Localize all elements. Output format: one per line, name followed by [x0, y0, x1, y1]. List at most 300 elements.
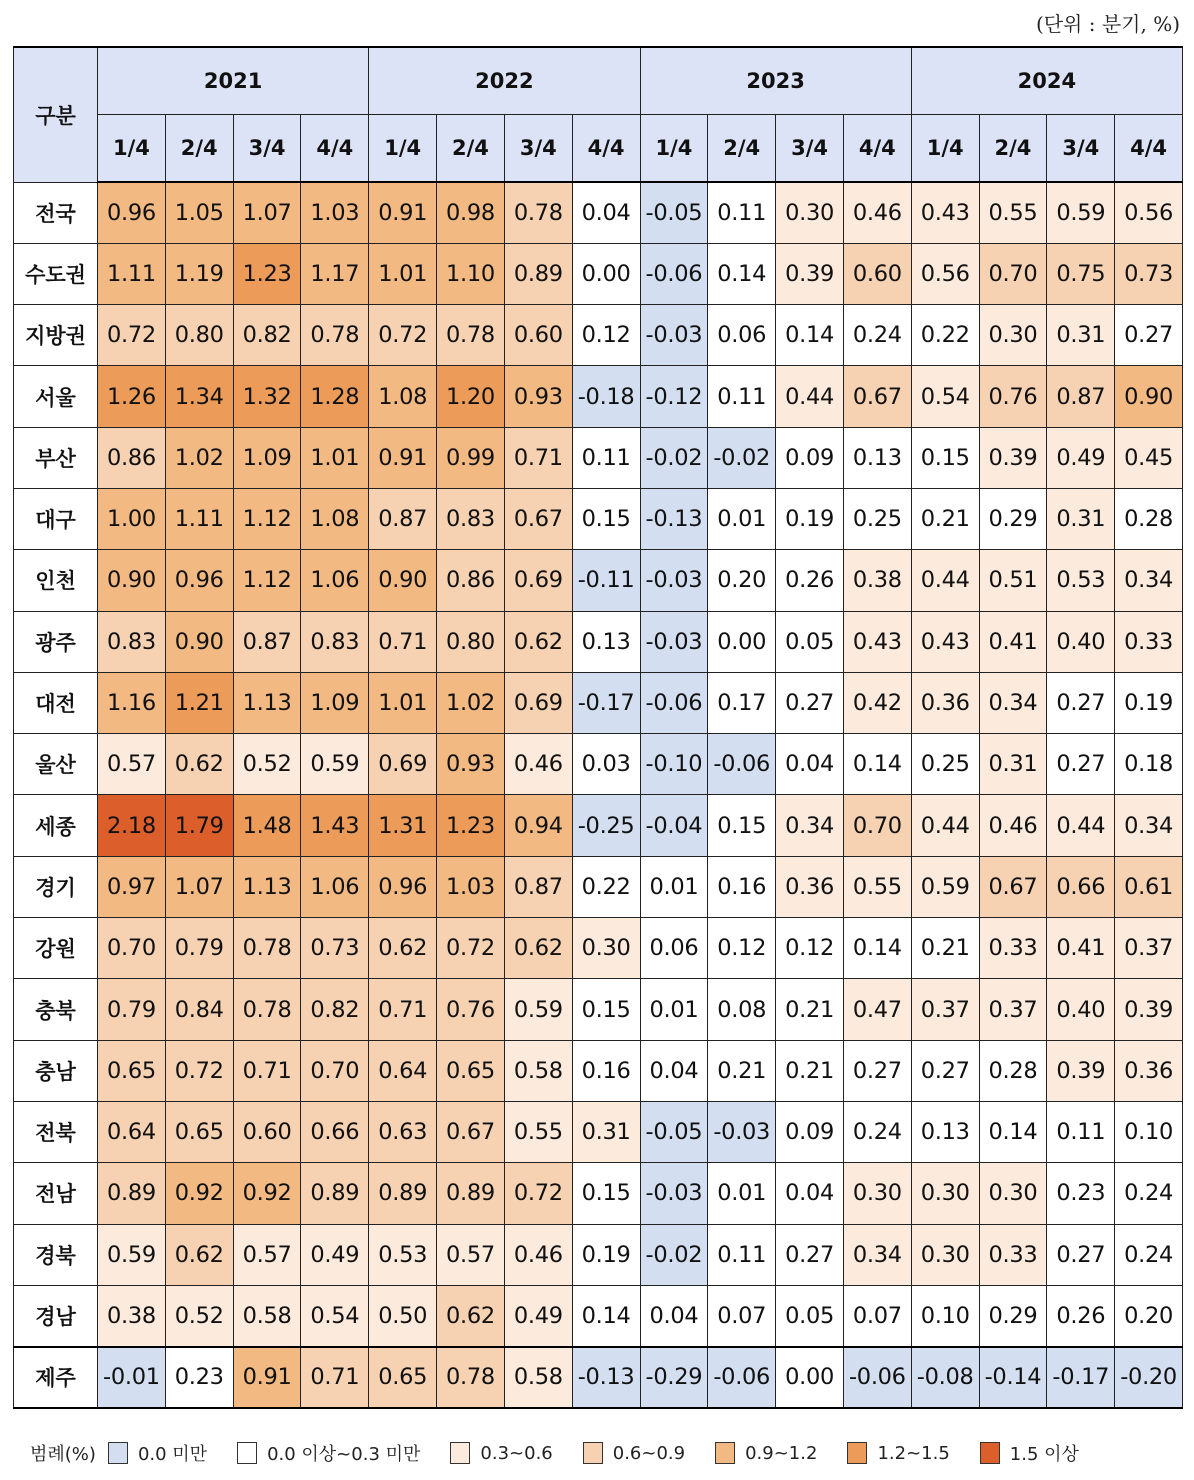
value-cell: 0.56 — [1115, 182, 1183, 243]
value-cell: 1.13 — [233, 856, 301, 917]
value-cell: 0.34 — [1115, 550, 1183, 611]
value-cell: 0.65 — [98, 1040, 166, 1101]
region-label: 부산 — [14, 427, 98, 488]
value-cell: 0.55 — [843, 856, 911, 917]
value-cell: -0.10 — [640, 734, 708, 795]
value-cell: 0.87 — [1047, 366, 1115, 427]
table-row — [14, 182, 1183, 243]
value-cell: 0.52 — [233, 734, 301, 795]
value-cell: 0.06 — [640, 918, 708, 979]
value-cell: 0.44 — [911, 550, 979, 611]
legend-label: 0.3~0.6 — [480, 1442, 553, 1464]
value-cell: 0.83 — [301, 611, 369, 672]
value-cell: 0.44 — [1047, 795, 1115, 856]
value-cell: -0.14 — [979, 1347, 1047, 1408]
value-cell: 0.43 — [843, 611, 911, 672]
value-cell: 0.61 — [1115, 856, 1183, 917]
table-row — [14, 305, 1183, 366]
value-cell: 0.73 — [301, 918, 369, 979]
value-cell: 0.80 — [437, 611, 505, 672]
table-row — [14, 1101, 1183, 1162]
value-cell: 0.14 — [979, 1101, 1047, 1162]
value-cell: 1.03 — [301, 182, 369, 243]
region-label: 전북 — [14, 1101, 98, 1162]
value-cell: 0.53 — [1047, 550, 1115, 611]
value-cell: 0.28 — [979, 1040, 1047, 1101]
value-cell: -0.03 — [640, 305, 708, 366]
region-label: 수도권 — [14, 243, 98, 304]
value-cell: 1.07 — [233, 182, 301, 243]
quarter-header: 4/4 — [301, 115, 369, 183]
unit-note: (단위 : 분기, %) — [1035, 12, 1180, 36]
value-cell: -0.13 — [640, 488, 708, 549]
value-cell: -0.01 — [98, 1347, 166, 1408]
region-label: 전남 — [14, 1163, 98, 1224]
value-cell: 0.64 — [369, 1040, 437, 1101]
value-cell: 0.62 — [504, 611, 572, 672]
value-cell: 0.72 — [165, 1040, 233, 1101]
region-label: 전국 — [14, 182, 98, 243]
table-row — [14, 611, 1183, 672]
value-cell: 0.04 — [640, 1040, 708, 1101]
value-cell: 1.26 — [98, 366, 166, 427]
value-cell: 0.89 — [301, 1163, 369, 1224]
quarter-header: 4/4 — [572, 115, 640, 183]
value-cell: 0.91 — [369, 427, 437, 488]
value-cell: 0.50 — [369, 1285, 437, 1346]
quarter-header: 1/4 — [369, 115, 437, 183]
region-label: 지방권 — [14, 305, 98, 366]
value-cell: 0.21 — [708, 1040, 776, 1101]
value-cell: -0.12 — [640, 366, 708, 427]
value-cell: 0.49 — [504, 1285, 572, 1346]
value-cell: 0.92 — [233, 1163, 301, 1224]
region-label: 인천 — [14, 550, 98, 611]
value-cell: 0.12 — [572, 305, 640, 366]
value-cell: -0.18 — [572, 366, 640, 427]
value-cell: 0.65 — [369, 1347, 437, 1408]
value-cell: 0.60 — [843, 243, 911, 304]
value-cell: 0.27 — [1115, 305, 1183, 366]
value-cell: 0.72 — [98, 305, 166, 366]
value-cell: 0.59 — [98, 1224, 166, 1285]
value-cell: 0.73 — [1115, 243, 1183, 304]
value-cell: 0.03 — [572, 734, 640, 795]
value-cell: 0.10 — [1115, 1101, 1183, 1162]
value-cell: 0.62 — [165, 734, 233, 795]
legend-swatch — [715, 1442, 735, 1464]
value-cell: 0.49 — [1047, 427, 1115, 488]
value-cell: 0.04 — [640, 1285, 708, 1346]
quarter-header-row — [14, 115, 1183, 183]
quarter-header: 1/4 — [98, 115, 166, 183]
table-body — [14, 182, 1183, 1408]
price-change-table — [13, 46, 1183, 1409]
value-cell: 0.63 — [369, 1101, 437, 1162]
value-cell: 0.71 — [504, 427, 572, 488]
value-cell: 0.44 — [911, 795, 979, 856]
value-cell: 0.26 — [776, 550, 844, 611]
value-cell: 0.58 — [504, 1347, 572, 1408]
value-cell: -0.17 — [1047, 1347, 1115, 1408]
value-cell: 1.00 — [98, 488, 166, 549]
value-cell: 1.03 — [437, 856, 505, 917]
value-cell: -0.25 — [572, 795, 640, 856]
value-cell: 0.22 — [572, 856, 640, 917]
value-cell: 0.29 — [979, 488, 1047, 549]
table-row — [14, 488, 1183, 549]
year-header: 2024 — [911, 47, 1182, 115]
value-cell: 0.76 — [437, 979, 505, 1040]
value-cell: 0.56 — [911, 243, 979, 304]
value-cell: 0.15 — [708, 795, 776, 856]
value-cell: 1.23 — [437, 795, 505, 856]
value-cell: -0.06 — [640, 243, 708, 304]
value-cell: 0.62 — [165, 1224, 233, 1285]
value-cell: 0.78 — [233, 918, 301, 979]
value-cell: 0.34 — [776, 795, 844, 856]
corner-header: 구분 — [14, 47, 98, 182]
value-cell: 0.89 — [98, 1163, 166, 1224]
value-cell: 0.13 — [843, 427, 911, 488]
value-cell: 0.15 — [572, 1163, 640, 1224]
value-cell: 0.24 — [843, 1101, 911, 1162]
value-cell: 0.78 — [233, 979, 301, 1040]
value-cell: -0.06 — [843, 1347, 911, 1408]
value-cell: 0.14 — [843, 734, 911, 795]
quarter-header: 1/4 — [911, 115, 979, 183]
quarter-header: 2/4 — [165, 115, 233, 183]
table-row — [14, 672, 1183, 733]
value-cell: 0.82 — [233, 305, 301, 366]
value-cell: 1.12 — [233, 488, 301, 549]
value-cell: 0.30 — [776, 182, 844, 243]
value-cell: 0.17 — [708, 672, 776, 733]
value-cell: 0.36 — [776, 856, 844, 917]
value-cell: 0.38 — [98, 1285, 166, 1346]
value-cell: 0.70 — [98, 918, 166, 979]
value-cell: 0.36 — [1115, 1040, 1183, 1101]
value-cell: 0.91 — [233, 1347, 301, 1408]
value-cell: 0.78 — [437, 1347, 505, 1408]
value-cell: 0.44 — [776, 366, 844, 427]
value-cell: 0.67 — [843, 366, 911, 427]
legend-item — [847, 1442, 949, 1464]
value-cell: 0.01 — [708, 1163, 776, 1224]
value-cell: 0.01 — [708, 488, 776, 549]
quarter-header: 2/4 — [708, 115, 776, 183]
value-cell: 1.20 — [437, 366, 505, 427]
legend-swatch — [108, 1442, 128, 1464]
value-cell: 0.33 — [1115, 611, 1183, 672]
value-cell: 0.78 — [504, 182, 572, 243]
value-cell: 0.84 — [165, 979, 233, 1040]
value-cell: 0.42 — [843, 672, 911, 733]
value-cell: 1.05 — [165, 182, 233, 243]
value-cell: 0.27 — [1047, 1224, 1115, 1285]
value-cell: 1.11 — [165, 488, 233, 549]
value-cell: 0.90 — [1115, 366, 1183, 427]
value-cell: 0.16 — [708, 856, 776, 917]
legend-label: 1.5 이상 — [1009, 1444, 1079, 1465]
value-cell: 0.75 — [1047, 243, 1115, 304]
value-cell: 0.31 — [1047, 305, 1115, 366]
value-cell: 0.10 — [911, 1285, 979, 1346]
quarter-header: 2/4 — [437, 115, 505, 183]
value-cell: 0.72 — [369, 305, 437, 366]
value-cell: 0.70 — [301, 1040, 369, 1101]
value-cell: 0.76 — [979, 366, 1047, 427]
value-cell: -0.20 — [1115, 1347, 1183, 1408]
value-cell: 0.31 — [979, 734, 1047, 795]
value-cell: 0.87 — [369, 488, 437, 549]
value-cell: 0.89 — [369, 1163, 437, 1224]
value-cell: 0.51 — [979, 550, 1047, 611]
value-cell: 0.62 — [437, 1285, 505, 1346]
value-cell: -0.03 — [640, 611, 708, 672]
value-cell: 0.39 — [776, 243, 844, 304]
value-cell: 0.98 — [437, 182, 505, 243]
value-cell: 0.94 — [504, 795, 572, 856]
table-row — [14, 366, 1183, 427]
legend-title: 범례(%) — [30, 1444, 96, 1465]
quarter-header: 1/4 — [640, 115, 708, 183]
value-cell: 0.29 — [979, 1285, 1047, 1346]
value-cell: 0.13 — [572, 611, 640, 672]
value-cell: 0.59 — [911, 856, 979, 917]
value-cell: -0.29 — [640, 1347, 708, 1408]
value-cell: 0.12 — [776, 918, 844, 979]
region-label: 울산 — [14, 734, 98, 795]
value-cell: 0.04 — [776, 1163, 844, 1224]
value-cell: 0.66 — [1047, 856, 1115, 917]
legend-item — [108, 1440, 207, 1466]
value-cell: 0.01 — [640, 856, 708, 917]
value-cell: 1.28 — [301, 366, 369, 427]
value-cell: 1.07 — [165, 856, 233, 917]
value-cell: -0.13 — [572, 1347, 640, 1408]
value-cell: 0.41 — [979, 611, 1047, 672]
value-cell: 0.55 — [979, 182, 1047, 243]
region-label: 충남 — [14, 1040, 98, 1101]
value-cell: 0.30 — [911, 1224, 979, 1285]
table-row — [14, 1163, 1183, 1224]
value-cell: 0.79 — [98, 979, 166, 1040]
value-cell: 0.49 — [301, 1224, 369, 1285]
value-cell: 0.87 — [233, 611, 301, 672]
value-cell: 1.34 — [165, 366, 233, 427]
table-row — [14, 1285, 1183, 1346]
value-cell: 0.37 — [1115, 918, 1183, 979]
value-cell: 0.34 — [979, 672, 1047, 733]
value-cell: 0.58 — [233, 1285, 301, 1346]
value-cell: 0.71 — [369, 611, 437, 672]
value-cell: 0.80 — [165, 305, 233, 366]
value-cell: 0.25 — [843, 488, 911, 549]
value-cell: 0.05 — [776, 1285, 844, 1346]
value-cell: 0.65 — [165, 1101, 233, 1162]
value-cell: 0.11 — [1047, 1101, 1115, 1162]
value-cell: 0.70 — [979, 243, 1047, 304]
table-row — [14, 795, 1183, 856]
value-cell: 0.21 — [911, 918, 979, 979]
value-cell: 0.30 — [979, 1163, 1047, 1224]
quarter-header: 3/4 — [776, 115, 844, 183]
value-cell: 0.52 — [165, 1285, 233, 1346]
value-cell: 0.46 — [979, 795, 1047, 856]
value-cell: 1.10 — [437, 243, 505, 304]
value-cell: -0.11 — [572, 550, 640, 611]
region-label: 세종 — [14, 795, 98, 856]
table-row — [14, 856, 1183, 917]
value-cell: 0.00 — [572, 243, 640, 304]
value-cell: 0.04 — [572, 182, 640, 243]
value-cell: 0.64 — [98, 1101, 166, 1162]
value-cell: -0.02 — [640, 1224, 708, 1285]
value-cell: 0.00 — [776, 1347, 844, 1408]
legend-item — [450, 1442, 552, 1464]
value-cell: 0.33 — [979, 1224, 1047, 1285]
value-cell: 0.60 — [504, 305, 572, 366]
value-cell: 0.90 — [98, 550, 166, 611]
region-label: 제주 — [14, 1347, 98, 1408]
value-cell: 0.41 — [1047, 918, 1115, 979]
value-cell: 0.19 — [572, 1224, 640, 1285]
value-cell: 0.21 — [776, 979, 844, 1040]
value-cell: -0.02 — [708, 427, 776, 488]
value-cell: 0.37 — [979, 979, 1047, 1040]
value-cell: -0.05 — [640, 1101, 708, 1162]
value-cell: 0.30 — [572, 918, 640, 979]
value-cell: 1.16 — [98, 672, 166, 733]
value-cell: 0.15 — [911, 427, 979, 488]
legend-swatch — [847, 1442, 867, 1464]
value-cell: 0.23 — [1047, 1163, 1115, 1224]
region-label: 경남 — [14, 1285, 98, 1346]
value-cell: 0.97 — [98, 856, 166, 917]
value-cell: 0.86 — [98, 427, 166, 488]
table-row — [14, 1040, 1183, 1101]
value-cell: 0.23 — [165, 1347, 233, 1408]
value-cell: 0.22 — [911, 305, 979, 366]
value-cell: 0.11 — [708, 1224, 776, 1285]
value-cell: 0.27 — [911, 1040, 979, 1101]
value-cell: 0.19 — [1115, 672, 1183, 733]
value-cell: 0.14 — [776, 305, 844, 366]
value-cell: 0.93 — [437, 734, 505, 795]
region-label: 서울 — [14, 366, 98, 427]
value-cell: 0.40 — [1047, 979, 1115, 1040]
value-cell: 1.19 — [165, 243, 233, 304]
value-cell: 0.19 — [776, 488, 844, 549]
value-cell: 0.37 — [911, 979, 979, 1040]
value-cell: 0.62 — [369, 918, 437, 979]
value-cell: 0.46 — [504, 734, 572, 795]
value-cell: 1.13 — [233, 672, 301, 733]
value-cell: 0.83 — [98, 611, 166, 672]
value-cell: 0.70 — [843, 795, 911, 856]
value-cell: 0.57 — [233, 1224, 301, 1285]
value-cell: 0.09 — [776, 1101, 844, 1162]
value-cell: 0.79 — [165, 918, 233, 979]
value-cell: 0.67 — [979, 856, 1047, 917]
year-header-row — [14, 47, 1183, 115]
value-cell: 0.86 — [437, 550, 505, 611]
value-cell: 0.72 — [504, 1163, 572, 1224]
value-cell: 0.31 — [1047, 488, 1115, 549]
value-cell: 0.11 — [572, 427, 640, 488]
year-header: 2023 — [640, 47, 911, 115]
value-cell: 1.01 — [369, 243, 437, 304]
value-cell: -0.02 — [640, 427, 708, 488]
value-cell: -0.08 — [911, 1347, 979, 1408]
value-cell: 0.04 — [776, 734, 844, 795]
value-cell: -0.17 — [572, 672, 640, 733]
legend-label: 0.0 이상~0.3 미만 — [267, 1444, 421, 1465]
value-cell: 0.09 — [776, 427, 844, 488]
region-label: 경북 — [14, 1224, 98, 1285]
value-cell: 0.00 — [708, 611, 776, 672]
value-cell: 1.01 — [369, 672, 437, 733]
value-cell: 0.92 — [165, 1163, 233, 1224]
value-cell: 0.90 — [165, 611, 233, 672]
value-cell: 0.71 — [233, 1040, 301, 1101]
value-cell: 1.23 — [233, 243, 301, 304]
table-row — [14, 1347, 1183, 1408]
value-cell: 0.72 — [437, 918, 505, 979]
quarter-header: 4/4 — [1115, 115, 1183, 183]
quarter-header: 3/4 — [1047, 115, 1115, 183]
table-row — [14, 427, 1183, 488]
value-cell: 1.09 — [233, 427, 301, 488]
region-label: 충북 — [14, 979, 98, 1040]
value-cell: 2.18 — [98, 795, 166, 856]
legend-label: 0.9~1.2 — [745, 1442, 818, 1464]
value-cell: 0.78 — [437, 305, 505, 366]
value-cell: 0.12 — [708, 918, 776, 979]
value-cell: -0.04 — [640, 795, 708, 856]
table-row — [14, 979, 1183, 1040]
value-cell: 0.62 — [504, 918, 572, 979]
value-cell: 0.43 — [911, 182, 979, 243]
value-cell: 1.21 — [165, 672, 233, 733]
value-cell: 0.15 — [572, 488, 640, 549]
value-cell: 1.11 — [98, 243, 166, 304]
value-cell: 0.18 — [1115, 734, 1183, 795]
value-cell: 0.69 — [369, 734, 437, 795]
legend-label: 1.2~1.5 — [877, 1442, 950, 1464]
value-cell: 0.60 — [233, 1101, 301, 1162]
value-cell: 0.91 — [369, 182, 437, 243]
value-cell: 0.46 — [504, 1224, 572, 1285]
year-header: 2021 — [98, 47, 369, 115]
table-row — [14, 918, 1183, 979]
value-cell: 1.32 — [233, 366, 301, 427]
value-cell: 1.06 — [301, 550, 369, 611]
value-cell: 0.99 — [437, 427, 505, 488]
legend-item — [715, 1442, 817, 1464]
value-cell: 0.14 — [572, 1285, 640, 1346]
value-cell: 0.24 — [1115, 1224, 1183, 1285]
value-cell: 0.78 — [301, 305, 369, 366]
table-row — [14, 550, 1183, 611]
legend — [30, 1440, 1109, 1466]
region-label: 강원 — [14, 918, 98, 979]
value-cell: 0.24 — [1115, 1163, 1183, 1224]
value-cell: -0.03 — [640, 1163, 708, 1224]
value-cell: 0.40 — [1047, 611, 1115, 672]
legend-label: 0.6~0.9 — [612, 1442, 686, 1464]
